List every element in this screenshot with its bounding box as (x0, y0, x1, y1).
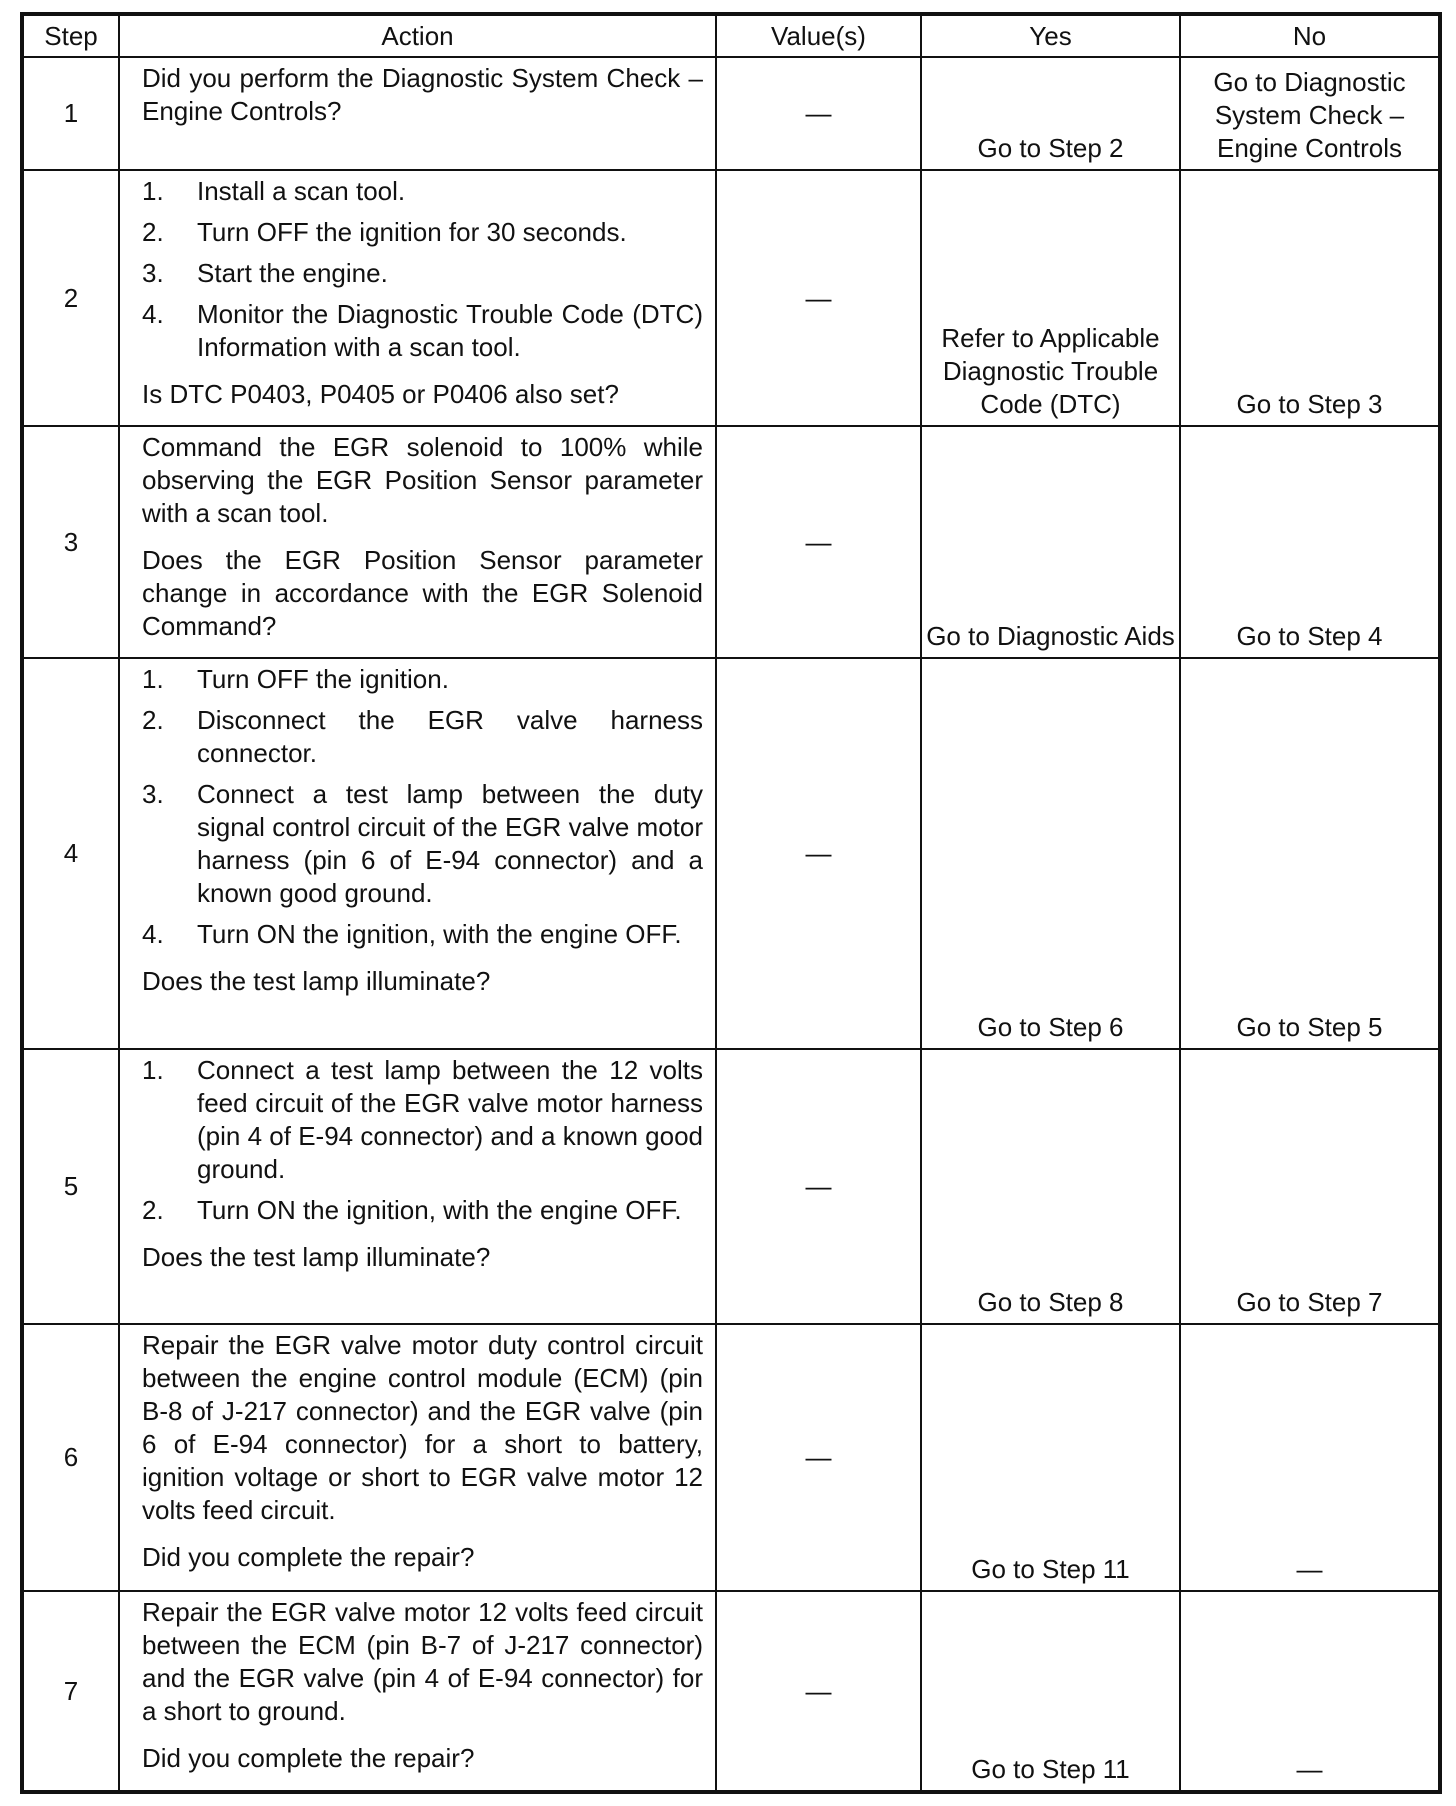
table-row (22, 426, 1440, 658)
action-cell (119, 170, 716, 426)
step-number: 3 (22, 426, 119, 658)
action-step-item (142, 175, 703, 208)
action-step-item (142, 663, 703, 696)
yes-cell: Go to Step 2 (921, 57, 1180, 170)
action-question: Does the test lamp illuminate? (142, 1242, 491, 1272)
action-cell (119, 1324, 716, 1591)
yes-cell: Refer to Applicable Diagnostic Trouble Code (DTC) (921, 170, 1180, 426)
action-paragraph: Repair the EGR valve motor 12 volts feed circuit between the ECM (pin B-7 of J-217 connector) and the EGR valve (pin 4 of E-94 connector) for a short to ground. (142, 1597, 703, 1726)
action-step-number: 2. (142, 217, 164, 247)
table-row (22, 1324, 1440, 1591)
action-step-number: 1. (142, 1055, 164, 1085)
table-body (22, 57, 1440, 1792)
action-step-number: 1. (142, 176, 164, 206)
header-no: No (1180, 14, 1440, 57)
action-step-number: 3. (142, 258, 164, 288)
no-cell: Go to Diagnostic System Check – Engine Controls (1180, 57, 1440, 170)
table-row (22, 1591, 1440, 1792)
action-step-item (142, 704, 703, 770)
no-cell: — (1180, 1324, 1440, 1591)
step-number: 6 (22, 1324, 119, 1591)
action-steps-list (142, 1054, 703, 1227)
step-number: 2 (22, 170, 119, 426)
action-step-number: 2. (142, 705, 164, 735)
value-cell: — (716, 57, 921, 170)
action-step-text: Turn OFF the ignition for 30 seconds. (197, 217, 627, 247)
action-question: Is DTC P0403, P0405 or P0406 also set? (142, 379, 619, 409)
action-step-item (142, 298, 703, 364)
action-step-number: 4. (142, 919, 164, 949)
action-step-item (142, 1054, 703, 1186)
step-number: 7 (22, 1591, 119, 1792)
header-step: Step (22, 14, 119, 57)
action-question: Does the test lamp illuminate? (142, 966, 491, 996)
yes-cell: Go to Step 11 (921, 1591, 1180, 1792)
table-row (22, 170, 1440, 426)
value-cell: — (716, 1591, 921, 1792)
diagnostic-page (20, 12, 1438, 1794)
action-step-text: Connect a test lamp between the 12 volts feed circuit of the EGR valve motor harness (pin 4 of E-94 connector) and a known good ground. (197, 1055, 703, 1184)
table-row (22, 658, 1440, 1049)
action-paragraph: Command the EGR solenoid to 100% while observing the EGR Position Sensor parameter with a scan tool. (142, 432, 703, 528)
table-row (22, 57, 1440, 170)
action-cell (119, 1049, 716, 1324)
action-step-text: Install a scan tool. (197, 176, 406, 206)
no-cell: Go to Step 3 (1180, 170, 1440, 426)
action-cell (119, 57, 716, 170)
no-cell: — (1180, 1591, 1440, 1792)
action-step-number: 3. (142, 779, 164, 809)
table-row (22, 1049, 1440, 1324)
action-step-item (142, 257, 703, 290)
yes-cell: Go to Step 8 (921, 1049, 1180, 1324)
header-values: Value(s) (716, 14, 921, 57)
value-cell: — (716, 658, 921, 1049)
action-steps-list (142, 663, 703, 951)
yes-cell: Go to Diagnostic Aids (921, 426, 1180, 658)
action-step-text: Start the engine. (197, 258, 388, 288)
action-step-item (142, 216, 703, 249)
action-paragraph: Did you perform the Diagnostic System Check – Engine Controls? (142, 63, 703, 126)
action-cell (119, 658, 716, 1049)
action-paragraph: Did you complete the repair? (142, 1542, 475, 1572)
no-cell: Go to Step 7 (1180, 1049, 1440, 1324)
yes-cell: Go to Step 11 (921, 1324, 1180, 1591)
action-step-text: Disconnect the EGR valve harness connector. (197, 705, 703, 768)
action-step-number: 2. (142, 1195, 164, 1225)
value-cell: — (716, 1049, 921, 1324)
action-step-text: Monitor the Diagnostic Trouble Code (DTC) Information with a scan tool. (197, 299, 703, 362)
action-step-number: 1. (142, 664, 164, 694)
action-step-text: Turn ON the ignition, with the engine OFF. (197, 919, 682, 949)
no-cell: Go to Step 5 (1180, 658, 1440, 1049)
diagnostic-table (20, 12, 1442, 1794)
action-step-text: Connect a test lamp between the duty signal control circuit of the EGR valve motor harness (pin 6 of E-94 connector) and a known good ground. (197, 779, 703, 908)
no-cell: Go to Step 4 (1180, 426, 1440, 658)
action-steps-list (142, 175, 703, 364)
action-step-text: Turn OFF the ignition. (197, 664, 449, 694)
header-row (22, 14, 1440, 57)
action-paragraph: Did you complete the repair? (142, 1743, 475, 1773)
header-action: Action (119, 14, 716, 57)
value-cell: — (716, 426, 921, 658)
action-paragraph: Repair the EGR valve motor duty control circuit between the engine control module (ECM) (pin B-8 of J-217 connector) and the EGR valve (pin 6 of E-94 connector) for a short to battery, ignition voltage or short to EGR valve motor 12 volts feed circuit. (142, 1330, 703, 1525)
action-cell (119, 1591, 716, 1792)
value-cell: — (716, 1324, 921, 1591)
value-cell: — (716, 170, 921, 426)
step-number: 1 (22, 57, 119, 170)
header-yes: Yes (921, 14, 1180, 57)
action-step-item (142, 778, 703, 910)
step-number: 4 (22, 658, 119, 1049)
action-cell (119, 426, 716, 658)
action-paragraph: Does the EGR Position Sensor parameter change in accordance with the EGR Solenoid Command? (142, 545, 703, 641)
step-number: 5 (22, 1049, 119, 1324)
action-step-item (142, 918, 703, 951)
action-step-text: Turn ON the ignition, with the engine OFF. (197, 1195, 682, 1225)
action-step-number: 4. (142, 299, 164, 329)
yes-cell: Go to Step 6 (921, 658, 1180, 1049)
action-step-item (142, 1194, 703, 1227)
